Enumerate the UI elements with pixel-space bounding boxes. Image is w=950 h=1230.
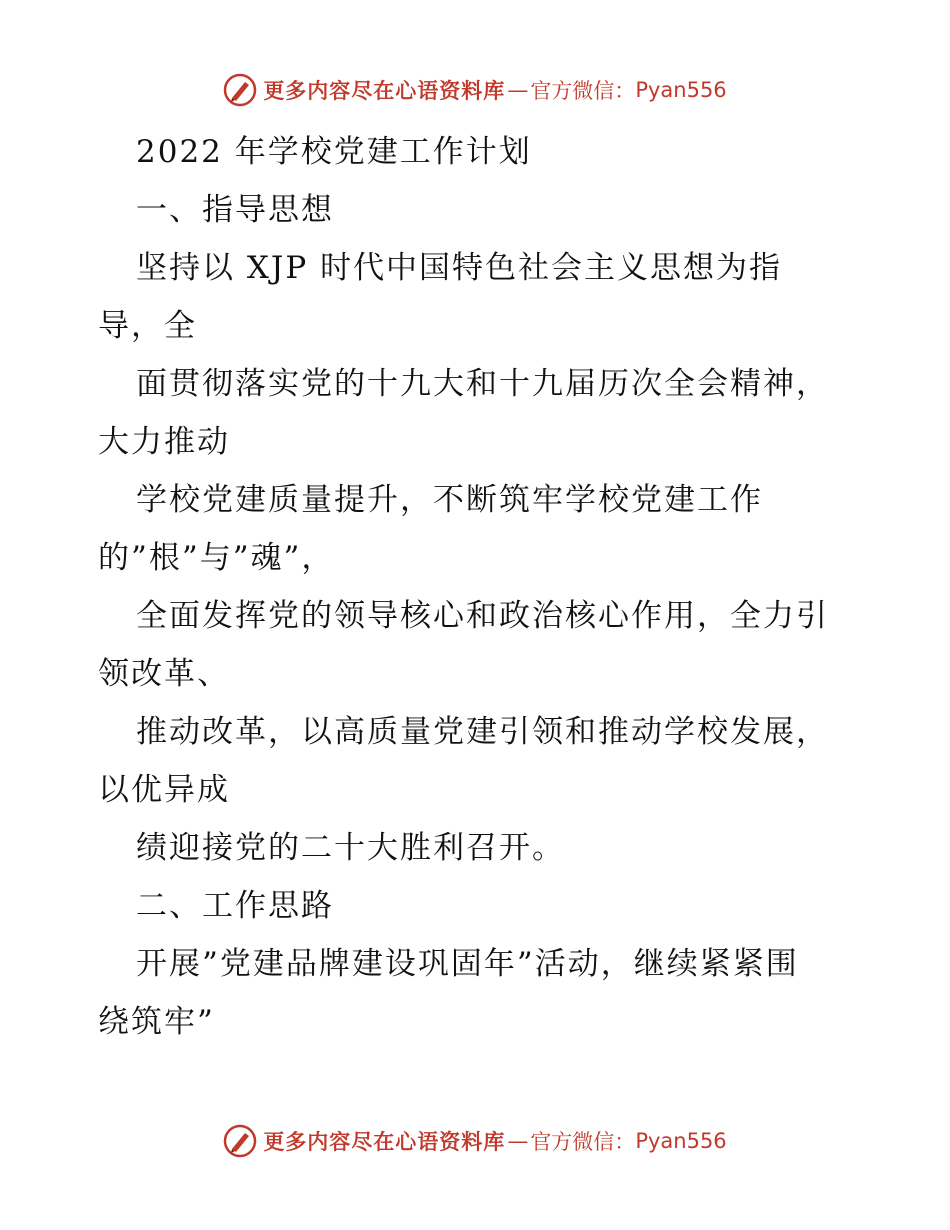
paragraph-line: 的”根”与”魂”， xyxy=(98,540,335,576)
pen-logo-icon xyxy=(223,1124,257,1158)
paragraph-line: 导，全 xyxy=(98,308,197,344)
paragraph-line: 面贯彻落实党的十九大和十九届历次全会精神， xyxy=(136,366,829,402)
watermark-text: 更多内容尽在心语资料库 xyxy=(263,78,506,103)
section-heading: 一、指导思想 xyxy=(136,192,334,228)
watermark-id: Pyan556 xyxy=(635,78,727,102)
paragraph-line: 绕筑牢” xyxy=(98,1004,215,1040)
paragraph-line: 全面发挥党的领导核心和政治核心作用，全力引 xyxy=(136,598,829,634)
paragraph-line: 大力推动 xyxy=(98,424,230,460)
section-heading: 二、工作思路 xyxy=(136,888,334,924)
paragraph-line: 领改革、 xyxy=(98,656,230,692)
paragraph-line: 坚持以 XJP 时代中国特色社会主义思想为指 xyxy=(136,250,783,286)
watermark-text: 更多内容尽在心语资料库 xyxy=(263,1129,506,1154)
watermark-separator: — xyxy=(507,1129,529,1153)
watermark-id: Pyan556 xyxy=(635,1129,727,1153)
watermark-banner-top xyxy=(0,70,950,110)
paragraph-line: 以优异成 xyxy=(98,772,230,808)
paragraph-line: 推动改革，以高质量党建引领和推动学校发展， xyxy=(136,714,829,750)
watermark-label: 官方微信： xyxy=(530,1130,636,1154)
watermark-banner-bottom xyxy=(0,1121,950,1161)
document-title: 2022 年学校党建工作计划 xyxy=(136,134,532,170)
watermark-separator: — xyxy=(507,78,529,102)
paragraph-line: 开展”党建品牌建设巩固年”活动，继续紧紧围 xyxy=(136,946,799,982)
document-body xyxy=(98,123,858,1051)
paragraph-line: 学校党建质量提升，不断筑牢学校党建工作 xyxy=(136,482,763,518)
watermark-label: 官方微信： xyxy=(530,79,636,103)
paragraph-line: 绩迎接党的二十大胜利召开。 xyxy=(136,830,565,866)
pen-logo-icon xyxy=(223,73,257,107)
